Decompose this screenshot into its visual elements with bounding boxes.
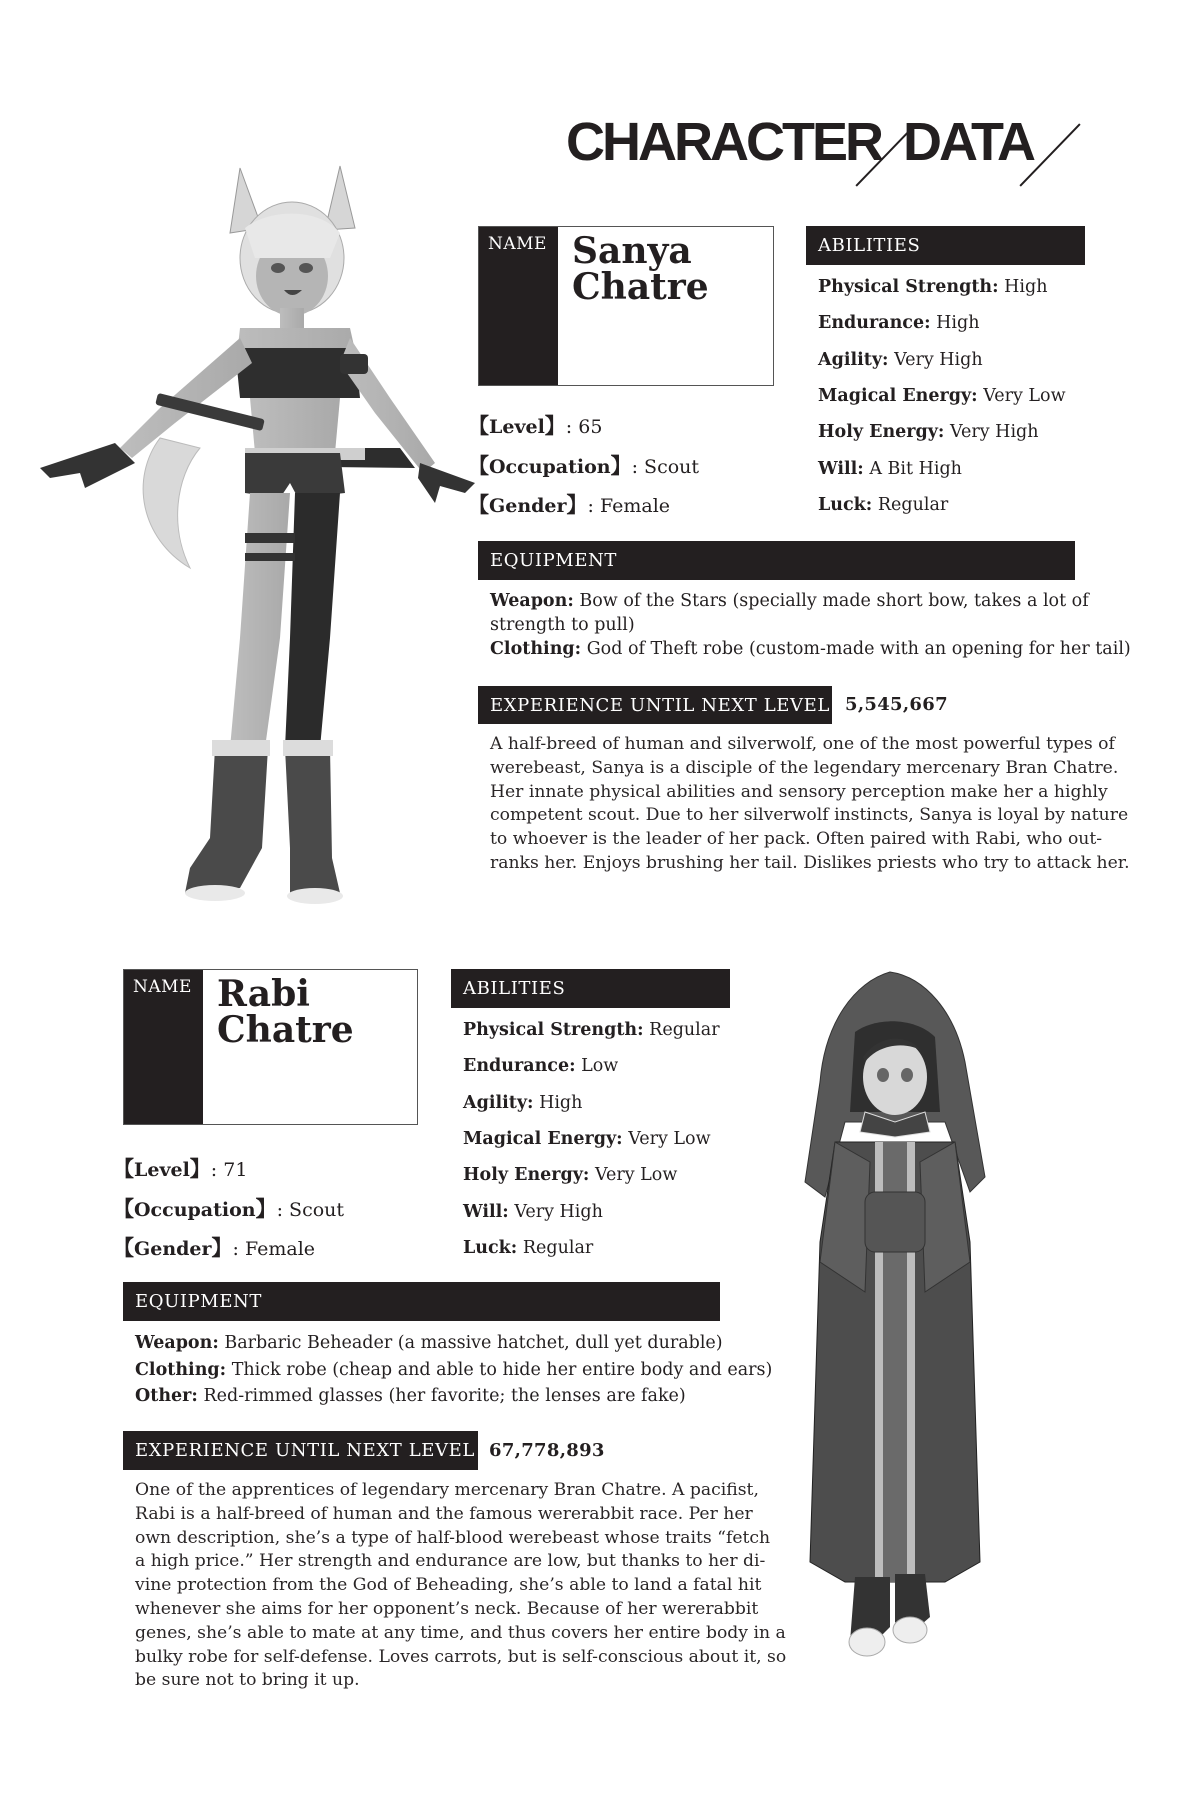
ability-row: Agility: High: [463, 1093, 583, 1113]
page-title-character: CHARACTER: [566, 112, 881, 172]
gender-value: Female: [599, 495, 671, 517]
ability-row: Luck: Regular: [818, 495, 949, 515]
equipment-line: strength to pull): [490, 615, 635, 635]
experience-header: EXPERIENCE UNTIL NEXT LEVEL: [478, 686, 832, 724]
equipment-list: [490, 589, 1131, 661]
character-description: A half-breed of human and silverwolf, one of the most powerful types of werebeast, Sanya is a disciple of the legendary mercenary Bran Chatre. Her innate physical abilities and sensory perception make her a highly competent scout. Due to her silverwolf instincts, Sanya is loyal by nature to whoever is the leader of her pack. Often paired with Rabi, who out- ranks her. Enjoys brushing her tail. Dislikes priests who try to attack her.: [490, 734, 1130, 873]
occupation-value: Scout: [289, 1199, 345, 1221]
gender-field: 【Gender】: Female: [468, 492, 671, 517]
equipment-line: Other: Red-rimmed glasses (her favorite; the lenses are fake): [135, 1386, 686, 1406]
character-first-name: Sanya: [572, 230, 692, 272]
ability-row: Endurance: High: [818, 313, 980, 333]
ability-row: Magical Energy: Very Low: [818, 386, 1066, 406]
ability-row: Luck: Regular: [463, 1238, 594, 1258]
equipment-list: [135, 1330, 772, 1410]
level-label: Level: [134, 1159, 190, 1181]
character-first-name: Rabi: [217, 973, 310, 1015]
ability-row: Holy Energy: Very High: [818, 422, 1039, 442]
character-last-name: Chatre: [572, 266, 709, 308]
gender-field: 【Gender】: Female: [113, 1235, 316, 1260]
character-description: One of the apprentices of legendary mercenary Bran Chatre. A pacifist, Rabi is a half-breed of human and the famous wererabbit race. Per her own description, she’s a type of half-blood werebeast whose traits “fetch a high price.” Her strength and endurance are low, but thanks to her di- vine protection from the God of Beheading, she’s able to land a fatal hit whenever she aims for her opponent’s neck. Because of her wererabbit genes, she’s able to mate at any time, and thus covers her entire body in a bulky robe for self-defense. Loves carrots, but is self-conscious about it, so be sure not to bring it up.: [135, 1480, 787, 1691]
ability-row: Endurance: Low: [463, 1056, 619, 1076]
occupation-field: 【Occupation】: Scout: [468, 453, 700, 478]
ability-row: Holy Energy: Very Low: [463, 1165, 678, 1185]
ability-row: Agility: Very High: [818, 350, 983, 370]
experience-value: 5,545,667: [845, 694, 948, 715]
rabi-illustration: [795, 962, 990, 1662]
name-label: NAME: [488, 234, 547, 254]
experience-value: 67,778,893: [489, 1440, 605, 1461]
name-box-rabi: [123, 969, 418, 1125]
ability-row: Physical Strength: Regular: [463, 1020, 720, 1040]
ability-row: Physical Strength: High: [818, 277, 1048, 297]
level-field: 【Level】: 65: [468, 413, 603, 438]
equipment-line: Clothing: Thick robe (cheap and able to hide her entire body and ears): [135, 1359, 773, 1380]
level-value: 65: [578, 416, 603, 438]
occupation-value: Scout: [644, 456, 700, 478]
level-value: 71: [223, 1159, 248, 1181]
ability-row: Magical Energy: Very Low: [463, 1129, 711, 1149]
gender-label: Gender: [134, 1238, 212, 1260]
name-box-sanya: [478, 226, 774, 386]
equipment-line: Clothing: God of Theft robe (custom-made with an opening for her tail): [490, 639, 1131, 659]
gender-label: Gender: [489, 495, 567, 517]
page-title: [566, 112, 1033, 172]
equipment-header: EQUIPMENT: [123, 1282, 720, 1321]
ability-row: Will: A Bit High: [818, 459, 962, 479]
equipment-header: EQUIPMENT: [478, 541, 1075, 580]
level-field: 【Level】: 71: [113, 1156, 248, 1181]
gender-value: Female: [244, 1238, 316, 1260]
page-title-data: DATA: [902, 112, 1033, 172]
sanya-illustration: [40, 148, 480, 918]
abilities-header: ABILITIES: [806, 226, 1085, 265]
ability-row: Will: Very High: [463, 1202, 603, 1222]
occupation-field: 【Occupation】: Scout: [113, 1196, 345, 1221]
experience-header: EXPERIENCE UNTIL NEXT LEVEL: [123, 1431, 478, 1470]
occupation-label: Occupation: [134, 1199, 256, 1221]
name-label: NAME: [133, 977, 192, 997]
equipment-line: Weapon: Bow of the Stars (specially made short bow, takes a lot of: [490, 591, 1089, 611]
occupation-label: Occupation: [489, 456, 611, 478]
abilities-header: ABILITIES: [451, 969, 730, 1008]
character-last-name: Chatre: [217, 1009, 354, 1051]
level-label: Level: [489, 416, 545, 438]
equipment-line: Weapon: Barbaric Beheader (a massive hatchet, dull yet durable): [135, 1333, 723, 1353]
